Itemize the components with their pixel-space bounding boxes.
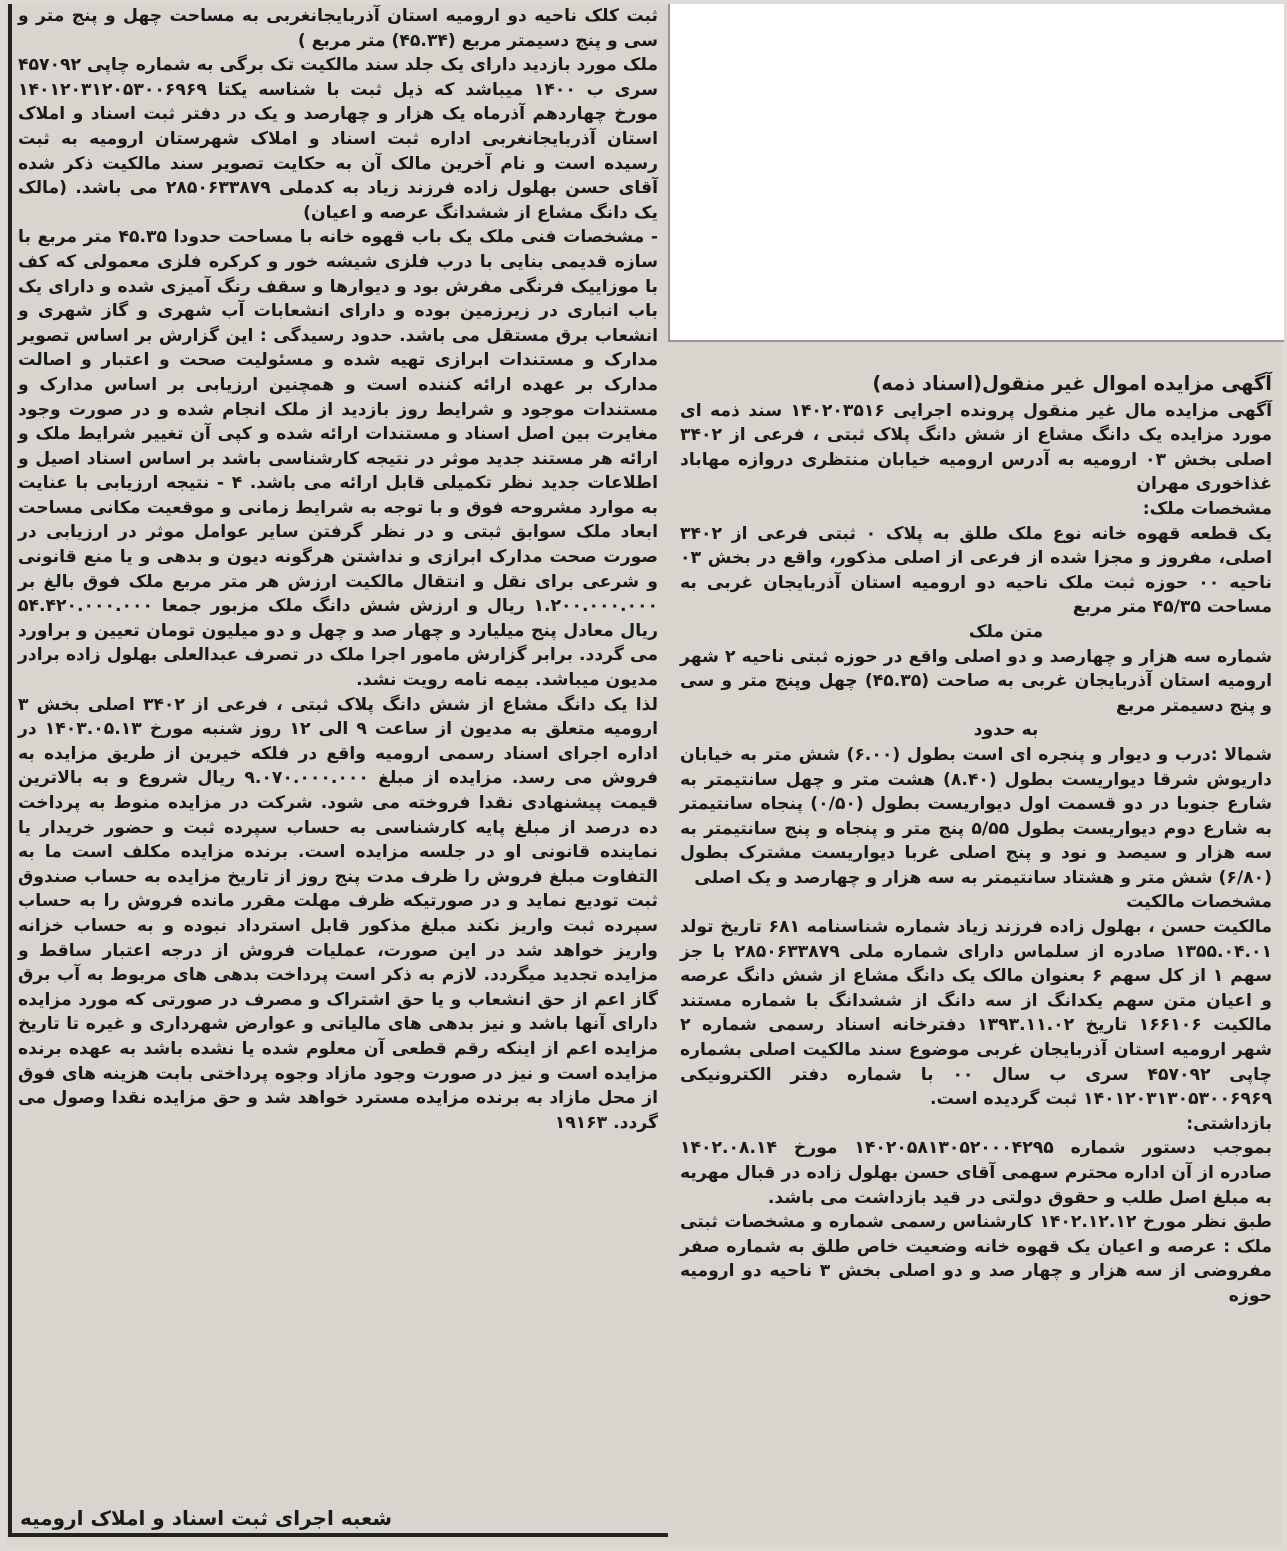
paragraph: آگهی مزایده مال غیر منقول پرونده اجرایی ۱۴۰۲۰۳۵۱۶ سند ذمه ای مورد مزایده یک دانگ مشاع از شش دانگ پلاک ثبتی ، فرعی از ۳۴۰۲ اصلی بخش ۰۳ ارومیه به آدرس ارومیه خیابان منتظری دروازه مهاباد غذاخوری مهران	[680, 400, 1272, 495]
subheading: بازداشتی:	[1186, 1113, 1272, 1134]
paragraph: بموجب دستور شماره ۱۴۰۲۰۵۸۱۳۰۵۲۰۰۰۴۲۹۵ مورخ ۱۴۰۲.۰۸.۱۴ صادره از آن اداره محترم سهمی آقای حسن بهلول زاده در قبال مهریه به مبلغ اصل طلب و حقوق دولتی در قید بازداشت می باشد.	[680, 1138, 1272, 1208]
border-bottom	[8, 1533, 668, 1537]
paragraph: ثبت کلک ناحیه دو ارومیه استان آذربایجانغربی به مساحت چهل و پنج متر و سی و پنج دسیمتر مربع (۴۵.۳۴) متر مربع )	[18, 6, 658, 51]
signature: شعبه اجرای ثبت اسناد و املاک ارومیه	[20, 1506, 393, 1530]
paragraph: - مشخصات فنی ملک یک باب قهوه خانه با مساحت حدودا ۴۵.۳۵ متر مربع با سازه قدیمی بنایی با درب فلزی شیشه خور و کرکره فلزی معمولی که کف با موزاییک فرنگی مفرش بود و دیوارها و سقف رنگ آمیزی شده و دارای یک باب انباری در زیرزمین بوده و دارای انشعابات آب شهری و گاز شهری و انشعاب برق مستقل می باشد. حدود رسیدگی : این گزارش بر اساس تصویر مدارک و مستندات ابرازی تهیه شده و مسئولیت صحت و اعتبار و اصالت مدارک بر عهده ارائه کننده است و همچنین ارزیابی بر اساس مدارک و مستندات موجود و شرایط روز بازدید از ملک انجام شده و در صورت وجود مغایرت بین اصل اسناد و مستندات ارائه شده و کپی آن تغییر شرایط ملک و ارائه هر مستند جدید موثر در نتیجه کارشناسی باشد بر اساس اسناد اصیل و اطلاعات جدید نظر تکمیلی قابل ارائه می باشد. ۴ - نتیجه ارزیابی با عنایت به موارد مشروحه فوق و با توجه به شرایط زمانی و موقعیت مکانی مساحت ابعاد ملک سوابق ثبتی و در نظر گرفتن سایر عوامل موثر در ارزیابی در صورت صحت مدارک ابرازی و نداشتن هرگونه دیون و بدهی و یا منع قانونی و شرعی برای نقل و انتقال مالکیت ارزش هر متر مربع ملک فوق بالغ بر ۱.۲۰۰.۰۰۰.۰۰۰ ریال و ارزش شش دانگ ملک مزبور جمعا ۵۴.۴۲۰.۰۰۰.۰۰۰ ریال معادل پنج میلیارد و چهار صد و چهل و دو میلیون تومان تعیین و براورد می گردد. برابر گزارش مامور اجرا ملک در تصرف عبدالعلی بهلول زاده برادر مدیون میباشد. بیمه نامه رویت نشد.	[18, 227, 658, 691]
paragraph: شماره سه هزار و چهارصد و دو اصلی واقع در حوزه ثبتی ناحیه ۲ شهر ارومیه استان آذربایجان غربی به صاحت (۴۵.۳۵) چهل وپنج متر و سی و پنج دسیمتر مربع	[680, 646, 1273, 716]
right-column	[680, 372, 1272, 1309]
subheading: مشخصات مالکیت	[1126, 892, 1272, 913]
paragraph: شمالا :درب و دیوار و پنجره ای است بطول (۶.۰۰) شش متر به خیابان داریوش شرقا دیواریست بطول (۸.۴۰) هشت متر و چهل سانتیمتر به شارع جنوبا در دو قسمت اول دیواریست بطول (۰/۵۰) پنجاه سانتیمتر به شارع دوم دیواریست بطول ۵/۵۵ پنج متر و پنجاه و پنج سانتیمتر به سه هزار و سیصد و نود و پنج اصلی غربا دیواریست مشترک بطول (۶/۸۰) شش متر و هشتاد سانتیمتر به سه هزار و چهارصد و یک اصلی	[680, 744, 1272, 888]
paragraph: ملک مورد بازدید دارای یک جلد سند مالکیت تک برگی به شماره چاپی ۴۵۷۰۹۲ سری ب ۱۴۰۰ میباشد که ذیل ثبت با شناسه یکتا ۱۴۰۱۲۰۳۱۲۰۵۳۰۰۶۹۶۹ مورخ چهاردهم آذرماه یک هزار و چهارصد و یک در دفتر ثبت اسناد و املاک استان آذربایجانغربی اداره ثبت اسناد و املاک شهرستان ارومیه به ثبت رسیده است و نام آخرین مالک آن به حکایت تصویر سند مالکیت ذکر شده آقای حسن بهلول زاده فرزند زیاد به کدملی ۲۸۵۰۶۳۳۸۷۹ می باشد. (مالک یک دانگ مشاع از ششدانگ عرصه و اعیان)	[18, 55, 658, 223]
subheading: متن ملک	[968, 621, 1044, 642]
paragraph: طبق نظر مورخ ۱۴۰۲.۱۲.۱۲ کارشناس رسمی شماره و مشخصات ثبتی ملک : عرصه و اعیان یک قهوه خانه وضعیت خاص طلق به شماره صفر مفروضی از سه هزار و چهار صد و دو اصلی بخش ۳ ناحیه دو ارومیه حوزه	[680, 1212, 1272, 1306]
left-column	[18, 4, 658, 1135]
paragraph: مالکیت حسن ، بهلول زاده فرزند زیاد شماره شناسنامه ۶۸۱ تاریخ تولد ۱۳۵۵.۰۴.۰۱ صادره از سلماس دارای شماره ملی ۲۸۵۰۶۳۳۸۷۹ با جز سهم ۱ از کل سهم ۶ بعنوان مالک یک دانگ مشاع از شش دانگ عرصه و اعیان متن سهم یکدانگ از سه دانگ از ششدانگ با شماره مستند مالکیت ۱۶۶۱۰۶ تاریخ ۱۳۹۳.۱۱.۰۲ دفترخانه اسناد رسمی شماره ۲ شهر ارومیه استان آذربایجان غربی موضوع سند مالکیت اصلی بشماره چاپی ۴۵۷۰۹۲ سری ب سال ۰۰ با شماره دفتر الکترونیکی ۱۴۰۱۲۰۳۱۳۰۵۳۰۰۶۹۶۹ ثبت گردیده است.	[680, 917, 1272, 1110]
border-left	[8, 4, 12, 1537]
notice-title: آگهی مزایده اموال غیر منقول(اسناد ذمه)	[872, 372, 1272, 395]
subheading: به حدود	[973, 720, 1039, 741]
paragraph: یک قطعه قهوه خانه نوع ملک طلق به پلاک ۰ ثبتی فرعی از ۳۴۰۲ اصلی، مفروز و مجزا شده از فرعی از اصلی مذکور، واقع در بخش ۰۳ ناحیه ۰۰ حوزه ثبت ملک ناحیه دو ارومیه استان آذربایجان غربی به مساحت ۴۵/۳۵ متر مربع	[680, 523, 1273, 618]
blank-area	[668, 4, 1284, 342]
subheading: مشخصات ملک:	[1142, 498, 1272, 519]
paragraph: لذا یک دانگ مشاع از شش دانگ پلاک ثبتی ، فرعی از ۳۴۰۲ اصلی بخش ۳ ارومیه متعلق به مدیون از ساعت ۹ الی ۱۲ روز شنبه مورخ ۱۴۰۳.۰۵.۱۳ در اداره اجرای اسناد رسمی ارومیه واقع در فلکه خیرین از طریق مزایده به فروش می رسد. مزایده از مبلغ ۹.۰۷۰.۰۰۰.۰۰۰ ریال شروع و به بالاترین قیمت پیشنهادی نقدا فروخته می شود. شرکت در مزایده منوط به پرداخت ده درصد از مبلغ پایه کارشناسی به حساب سپرده ثبت و حضور خریدار یا نماینده قانونی او در جلسه مزایده است. برنده مزایده مکلف است ما به التفاوت مبلغ فروش را ظرف مدت پنج روز از تاریخ مزایده به حساب صندوق ثبت تودیع نماید و در صورتیکه ظرف مهلت مقرر مانده فروش را به حساب سپرده ثبت واریز نکند مبلغ مذکور قابل استرداد نبوده و به حساب خزانه واریز خواهد شد در این صورت، عملیات فروش از درجه اعتبار ساقط و مزایده تجدید میگردد. لازم به ذکر است پرداخت بدهی های مربوط به آب برق گاز اعم از حق انشعاب و یا حق اشتراک و مصرف در صورتی که مورد مزایده دارای آنها باشد و نیز بدهی های مالیاتی و عوارض شهرداری و غیره تا تاریخ مزایده اعم از اینکه رقم قطعی آن معلوم شده یا نشده باشد به عهده برنده مزایده است و نیز در صورت وجود مازاد وجوه پرداختی بابت هزینه های فوق از محل مازاد به برنده مزایده مسترد خواهد شد و حق مزایده نقدا وصول می گردد. ۱۹۱۶۳	[18, 694, 659, 1133]
